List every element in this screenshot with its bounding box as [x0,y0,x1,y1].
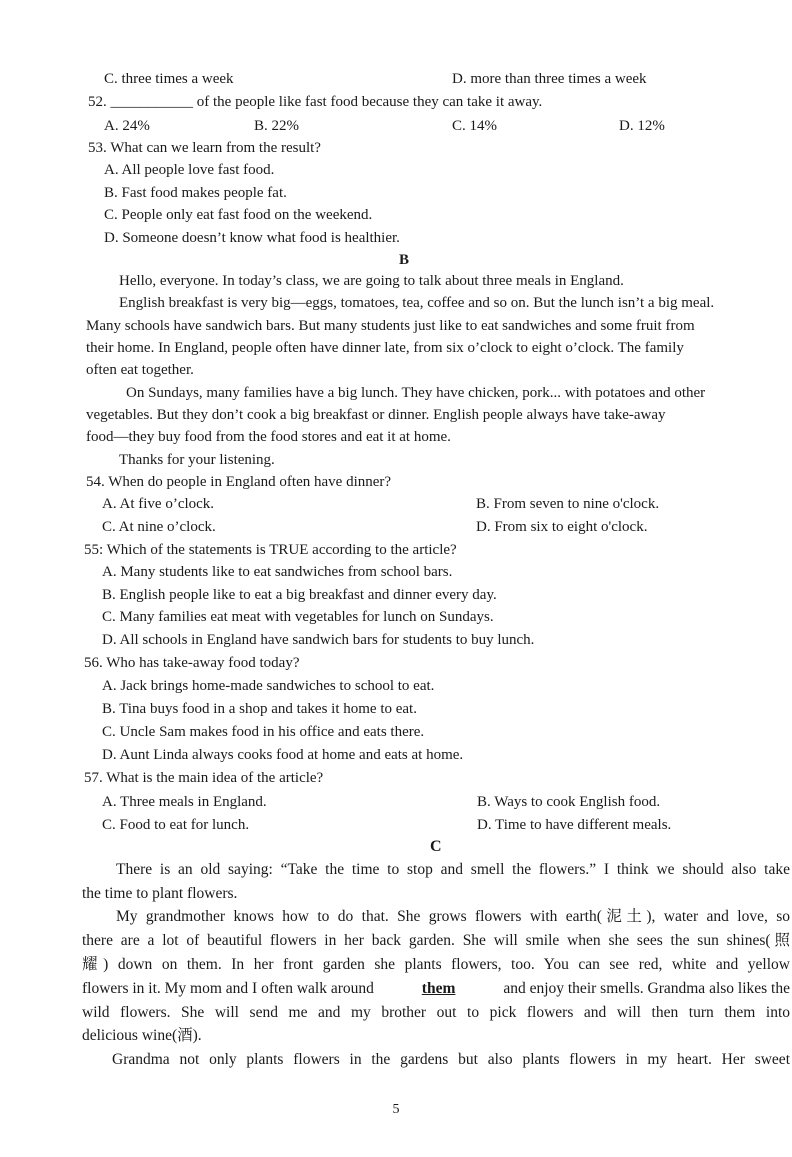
q54-option-d: D. From six to eight o'clock. [476,519,648,535]
q55-stem: 55: Which of the statements is TRUE according to the article? [84,542,457,558]
q57-option-a: A. Three meals in England. [102,794,267,810]
section-c-line-2: the time to plant flowers. [82,885,238,902]
section-b-line-4: their home. In England, people often have dinner late, from six o’clock to eight o’clock. The family [86,340,684,356]
section-c-line-3: My grandmother knows how to do that. She grows flowers with earth(泥土), water and love, so [116,908,790,925]
q57-stem: 57. What is the main idea of the article? [84,770,324,786]
section-c-line-6-part-1: flowers in it. My mom and I often walk around [82,980,374,997]
q55-option-b: B. English people like to eat a big breakfast and dinner every day. [102,587,497,603]
section-b-line-2: English breakfast is very big—eggs, tomatoes, tea, coffee and so on. But the lunch isn’t a big meal. [119,295,715,311]
q51-option-d: D. more than three times a week [452,71,647,87]
q52-option-c: C. 14% [452,118,497,134]
section-b-line-3: Many schools have sandwich bars. But many students just like to eat sandwiches and some fruit from [86,318,695,334]
q54-option-b: B. From seven to nine o'clock. [476,496,660,512]
q56-option-c: C. Uncle Sam makes food in his office and eats there. [102,724,425,740]
section-b-line-6: On Sundays, many families have a big lunch. They have chicken, pork... with potatoes and other [126,385,706,401]
q56-option-a: A. Jack brings home-made sandwiches to school to eat. [102,678,435,694]
section-b-heading: B [399,252,410,268]
q53-option-d: D. Someone doesn’t know what food is healthier. [104,230,400,246]
q53-option-b: B. Fast food makes people fat. [104,185,287,201]
q52-option-b: B. 22% [254,118,299,134]
q56-option-d: D. Aunt Linda always cooks food at home and eats at home. [102,747,464,763]
q53-option-c: C. People only eat fast food on the weekend. [104,207,373,223]
section-c-heading: C [430,838,442,855]
section-b-line-1: Hello, everyone. In today’s class, we are going to talk about three meals in England. [119,273,624,289]
section-b-line-7: vegetables. But they don’t cook a big breakfast or dinner. English people always have take-away [86,407,666,423]
q57-option-d: D. Time to have different meals. [477,817,672,833]
q56-option-b: B. Tina buys food in a shop and takes it home to eat. [102,701,417,717]
q56-stem: 56. Who has take-away food today? [84,655,300,671]
section-c-line-6-part-2: and enjoy their smells. Grandma also likes the [503,980,790,997]
q55-option-c: C. Many families eat meat with vegetables for lunch on Sundays. [102,609,494,625]
q54-option-c: C. At nine o’clock. [102,519,216,535]
q51-option-c: C. three times a week [104,71,234,87]
q53-stem: 53. What can we learn from the result? [88,140,321,156]
q55-option-a: A. Many students like to eat sandwiches from school bars. [102,564,453,580]
section-b-line-8: food—they buy food from the food stores and eat it at home. [86,429,451,445]
section-c-line-8: delicious wine(酒). [82,1027,202,1044]
q52-option-d: D. 12% [619,118,665,134]
page-number: 5 [392,1102,400,1117]
q55-option-d: D. All schools in England have sandwich bars for students to buy lunch. [102,632,535,648]
q52-stem: 52. ___________ of the people like fast food because they can take it away. [88,94,543,110]
section-c-line-9: Grandma not only plants flowers in the gardens but also plants flowers in my heart. Her sweet [112,1051,790,1068]
section-c-line-6 [82,979,790,999]
section-b-line-5: often eat together. [86,362,194,378]
section-c-line-1: There is an old saying: “Take the time to stop and smell the flowers.” I think we should also take [116,861,790,878]
q54-stem: 54. When do people in England often have dinner? [86,474,392,490]
q53-option-a: A. All people love fast food. [104,162,275,178]
emphasized-word-them: them [421,980,456,997]
section-c-line-7: wild flowers. She will send me and my brother out to pick flowers and will then turn them into [82,1004,790,1021]
q52-option-a: A. 24% [104,118,150,134]
q57-option-b: B. Ways to cook English food. [477,794,661,810]
q57-option-c: C. Food to eat for lunch. [102,817,250,833]
section-c-line-5: 耀) down on them. In her front garden she plants flowers, too. You can see red, white and yellow [82,956,790,973]
section-b-line-9: Thanks for your listening. [119,452,275,468]
q54-option-a: A. At five o’clock. [102,496,215,512]
section-c-line-4: there are a lot of beautiful flowers in her back garden. She will smile when she sees the sun shines(照 [82,932,790,949]
